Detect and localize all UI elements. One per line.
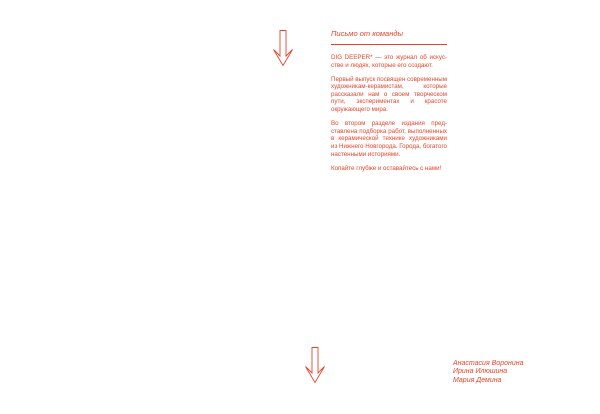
title-divider [331,44,447,45]
letter-paragraph: DIG DEEPER* — это журнал об искусстве и людях, которые его создают. [331,54,447,69]
signatures [453,360,523,385]
signature-name: Ирина Илюшина [453,368,508,376]
arrow-down-icon [305,347,325,385]
signature-name: Мария Демина [453,376,502,384]
arrow-down-icon [273,30,293,68]
letter-paragraph: Первый выпуск посвящен современным художникам-керамистам, которые рассказали нам о своем творческом пути, экспериментах и красоте окружающего мира. [331,75,447,114]
signature-name: Анастасия Воронина [453,360,524,367]
letter-paragraph: Во втором разделе издания представлена подборка работ, выполненных в керамической технике художниками из Нижнего Новгорода. Города, богатого настенными историями. [331,120,448,158]
letter-title: Письмо от команды [331,29,404,38]
letter-paragraph: Копайте глубже и оставайтесь с нами! [331,164,442,172]
letter-body [331,54,447,179]
